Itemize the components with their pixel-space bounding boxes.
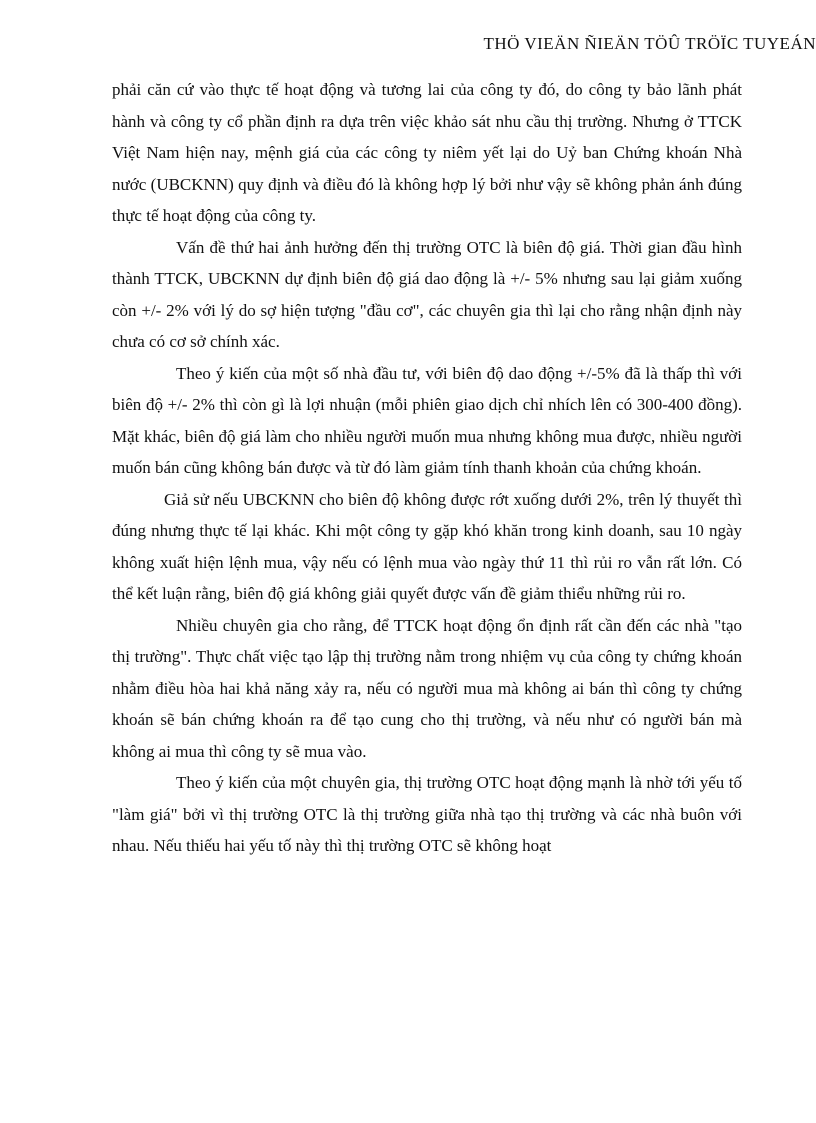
paragraph-mệnh-giá-continuation: phải căn cứ vào thực tế hoạt động và tương lai của công ty đó, do công ty bảo lãnh phát hành và công ty cổ phần định ra dựa trên việc khảo sát nhu cầu thị trường. Nhưng ở TTCK Việt Nam hiện nay, mệnh giá của các công ty niêm yết lại do Uỷ ban Chứng khoán Nhà nước (UBCKNN) quy định và điều đó là không hợp lý bởi như vậy sẽ không phản ánh đúng thực tế hoạt động của công ty.: [112, 80, 742, 225]
paragraph-giả-sử-ubcknn: Giả sử nếu UBCKNN cho biên độ không được rớt xuống dưới 2%, trên lý thuyết thì đúng nhưng thực tế lại khác. Khi một công ty gặp khó khăn trong kinh doanh, sau 10 ngày không xuất hiện lệnh mua, vậy nếu có lệnh mua vào ngày thứ 11 thì rủi ro vẫn rất lớn. Có thể kết luận rằng, biên độ giá không giải quyết được vấn đề giảm thiểu những rủi ro.: [112, 489, 742, 603]
paragraph-tạo-thị-trường: Nhiều chuyên gia cho rằng, để TTCK hoạt động ổn định rất cần đến các nhà "tạo thị trường". Thực chất việc tạo lập thị trường nằm trong nhiệm vụ của công ty chứng khoán nhằm điều hòa hai khả năng xảy ra, nếu có người mua mà không ai bán thì công ty chứng khoán sẽ bán chứng khoán ra để tạo cung cho thị trường, và nếu như có người bán mà không ai mua thì công ty sẽ mua vào.: [112, 615, 742, 761]
paragraph-làm-giá: Theo ý kiến của một chuyên gia, thị trường OTC hoạt động mạnh là nhờ tới yếu tố "làm giá" bởi vì thị trường OTC là thị trường giữa nhà tạo thị trường và các nhà buôn với nhau. Nếu thiếu hai yếu tố này thì thị trường OTC sẽ không hoạt: [112, 773, 742, 855]
page-header-title: THÖ VIEÄN ÑIEÄN TÖÛ TRÖÏC TUYEÁN: [483, 34, 816, 53]
paragraph-ý-kiến-nhà-đầu-tư: Theo ý kiến của một số nhà đầu tư, với biên độ dao động +/-5% đã là thấp thì với biên độ +/- 2% thì còn gì là lợi nhuận (mỗi phiên giao dịch chỉ nhích lên có 300-400 đồng). Mặt khác, biên độ giá làm cho nhiều người muốn mua nhưng không mua được, nhiều người muốn bán cũng không bán được và từ đó làm giảm tính thanh khoản của chứng khoán.: [112, 363, 742, 477]
document-body: [112, 74, 742, 862]
paragraph-biên-độ-giá: Vấn đề thứ hai ảnh hưởng đến thị trường OTC là biên độ giá. Thời gian đầu hình thành TTCK, UBCKNN dự định biên độ giá dao động là +/- 5% nhưng sau lại giảm xuống còn +/- 2% với lý do sợ hiện tượng "đầu cơ", các chuyên gia thì lại cho rằng nhận định này chưa có cơ sở chính xác.: [112, 237, 742, 351]
